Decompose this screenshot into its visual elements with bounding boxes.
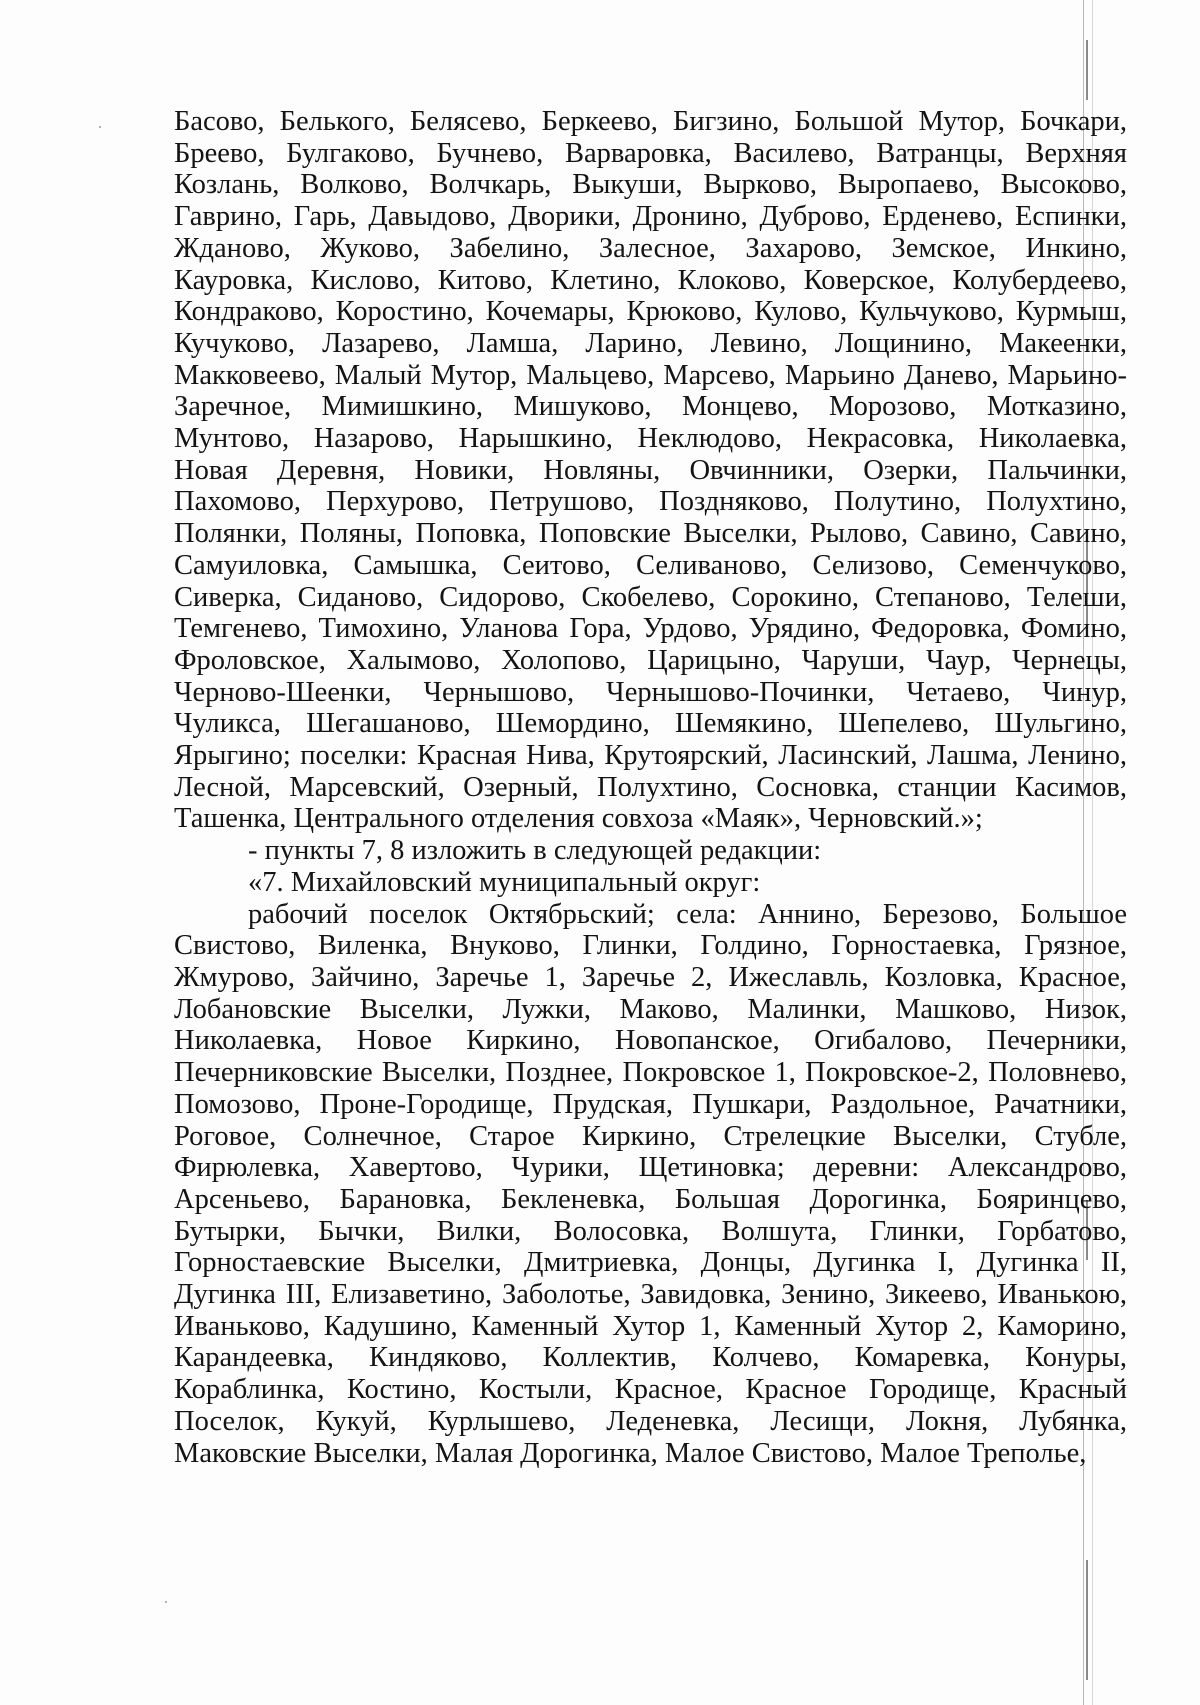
text-line: рабочий поселок Октябрьский; села: Аннино, Березово, Большое <box>248 898 1127 930</box>
text-line: Горностаевские Выселки, Дмитриевка, Донцы, Дугинка I, Дугинка II, <box>174 1247 1127 1279</box>
text-line: Ташенка, Центрального отделения совхоза «Маяк», Черновский.»; <box>174 803 983 835</box>
text-line: Карандеевка, Киндяково, Коллектив, Колчево, Комаревка, Конуры, <box>174 1342 1127 1374</box>
text-line: Басово, Белького, Белясево, Беркеево, Бигзино, Большой Мутор, Бочкари, <box>174 106 1127 137</box>
text-line: Лобановские Выселки, Лужки, Маково, Малинки, Машково, Низок, <box>174 993 1127 1025</box>
text-line: Дугинка III, Елизаветино, Заболотье, Завидовка, Зенино, Зикеево, Иванькою, <box>174 1279 1127 1311</box>
text-line: Фирюлевка, Хавертово, Чурики, Щетиновка; деревни: Александрово, <box>174 1152 1127 1184</box>
scan-speck <box>165 1601 167 1603</box>
text-line: Пахомово, Перхурово, Петрушово, Поздняково, Полутино, Полухтино, <box>174 486 1127 518</box>
text-line: Ярыгино; поселки: Красная Нива, Крутоярский, Ласинский, Лашма, Ленино, <box>174 740 1127 772</box>
paragraph-district-7-heading <box>174 867 1127 899</box>
text-line: Фроловское, Халымово, Холопово, Царицыно, Чаруши, Чаур, Чернецы, <box>174 644 1127 676</box>
text-line: Кораблинка, Костино, Костыли, Красное, Красное Городище, Красный <box>174 1374 1127 1406</box>
text-line: Макковеево, Малый Мутор, Мальцево, Марсево, Марьино Данево, Марьино- <box>174 359 1127 391</box>
text-line: Иваньково, Кадушино, Каменный Хутор 1, Каменный Хутор 2, Каморино, <box>174 1310 1127 1342</box>
text-line: Маковские Выселки, Малая Дорогинка, Малое Свистово, Малое Треполье, <box>174 1437 1087 1469</box>
text-line: Гаврино, Гарь, Давыдово, Дворики, Дронино, Дуброво, Ерденево, Еспинки, <box>174 201 1127 233</box>
text-line: Самуиловка, Самышка, Сеитово, Селиваново, Селизово, Семенчуково, <box>174 549 1127 581</box>
text-line: «7. Михайловский муниципальный округ: <box>248 866 761 898</box>
scan-speck <box>99 126 101 128</box>
text-line: - пункты 7, 8 изложить в следующей редакции: <box>248 835 822 867</box>
text-line: Бутырки, Бычки, Вилки, Волосовка, Волшута, Глинки, Горбатово, <box>174 1215 1127 1247</box>
text-line: Новая Деревня, Новики, Новляны, Овчинники, Озерки, Пальчинки, <box>174 454 1127 486</box>
text-line: Свистово, Виленка, Внуково, Глинки, Голдино, Горностаевка, Грязное, <box>174 930 1127 962</box>
text-line: Заречное, Мимишкино, Мишуково, Монцево, Морозово, Мотказино, <box>174 391 1127 423</box>
text-line: Помозово, Проне-Городище, Прудская, Пушкари, Раздольное, Рачатники, <box>174 1088 1127 1120</box>
text-line: Арсеньево, Барановка, Бекленевка, Большая Дорогинка, Бояринцево, <box>174 1183 1127 1215</box>
text-line: Кондраково, Коростино, Кочемары, Крюково, Кулово, Кульчуково, Курмыш, <box>174 296 1127 328</box>
text-line: Поселок, Кукуй, Курлышево, Леденевка, Лесищи, Локня, Лубянка, <box>174 1405 1127 1437</box>
text-line: Черново-Шеенки, Чернышово, Чернышово-Починки, Четаево, Чинур, <box>174 676 1127 708</box>
text-line: Полянки, Поляны, Поповка, Поповские Выселки, Рылово, Савино, Савино, <box>174 518 1127 550</box>
paragraph-villages-list-end <box>174 106 1127 835</box>
text-line: Кауровка, Кислово, Китово, Клетино, Клоково, Коверское, Колубердеево, <box>174 264 1127 296</box>
text-line: Козлань, Волково, Волчкарь, Выкуши, Вырково, Выропаево, Высоково, <box>174 169 1127 201</box>
text-line: Кучуково, Лазарево, Ламша, Ларино, Левино, Лощинино, Макеенки, <box>174 327 1127 359</box>
text-line: Печерниковские Выселки, Позднее, Покровское 1, Покровское-2, Половнево, <box>174 1057 1127 1089</box>
text-line: Лесной, Марсевский, Озерный, Полухтино, Сосновка, станции Касимов, <box>174 771 1127 803</box>
text-line: Роговое, Солнечное, Старое Киркино, Стрелецкие Выселки, Стубле, <box>174 1120 1127 1152</box>
text-line: Темгенево, Тимохино, Уланова Гора, Урдово, Урядино, Федоровка, Фомино, <box>174 613 1127 645</box>
text-line: Бреево, Булгаково, Бучнево, Варваровка, Василево, Ватранцы, Верхняя <box>174 137 1127 169</box>
paragraph-points-7-8 <box>174 835 1127 867</box>
text-line: Сиверка, Сиданово, Сидорово, Скобелево, Сорокино, Степаново, Телеши, <box>174 581 1127 613</box>
text-line: Жмурово, Зайчино, Заречье 1, Заречье 2, Ижеславль, Козловка, Красное, <box>174 961 1127 993</box>
text-line: Мунтово, Назарово, Нарышкино, Неклюдово, Некрасовка, Николаевка, <box>174 423 1127 455</box>
text-line: Жданово, Жуково, Забелино, Залесное, Захарово, Земское, Инкино, <box>174 232 1127 264</box>
text-line: Чуликса, Шегашаново, Шемордино, Шемякино, Шепелево, Шульгино, <box>174 708 1127 740</box>
document-body <box>174 106 1127 1469</box>
text-line: Николаевка, Новое Киркино, Новопанское, Огибалово, Печерники, <box>174 1025 1127 1057</box>
paragraph-district-7-list <box>174 899 1127 1470</box>
